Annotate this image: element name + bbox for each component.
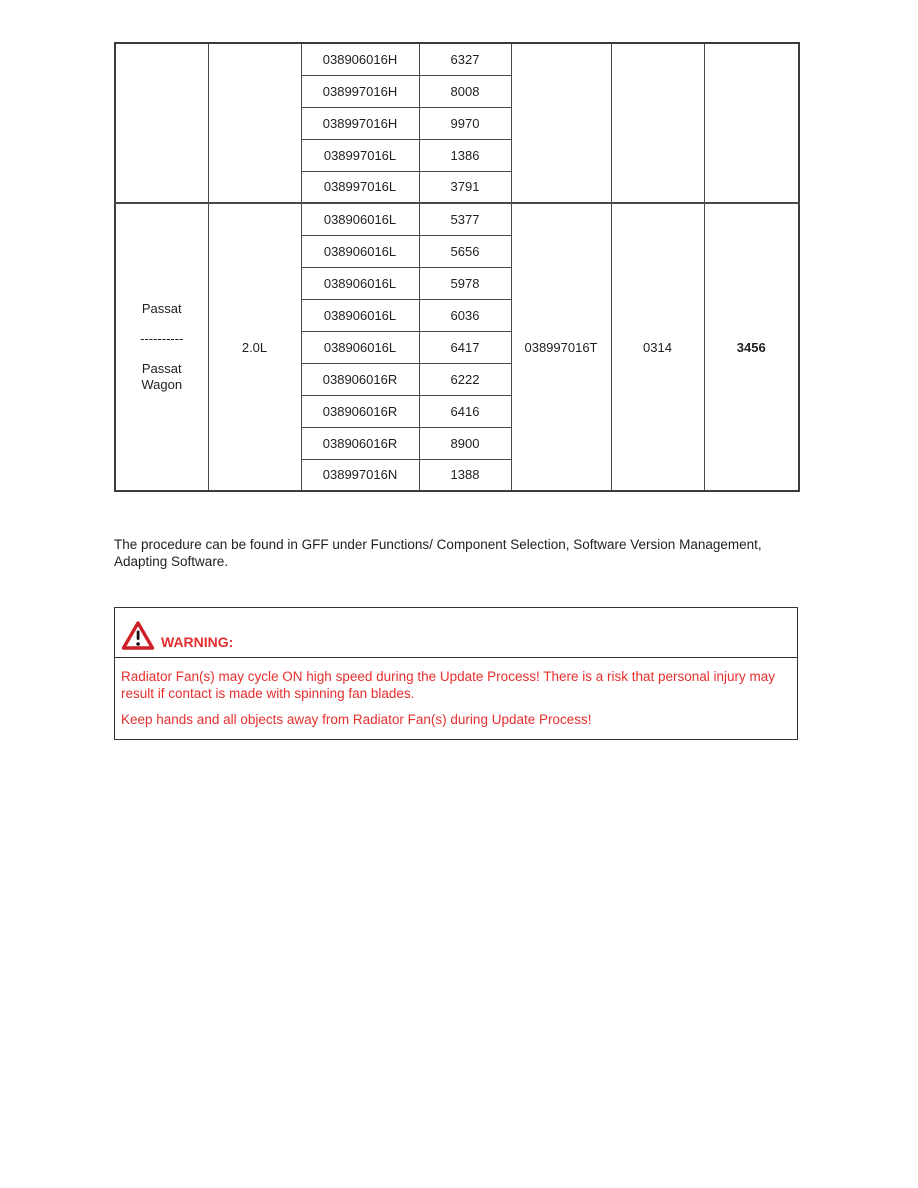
table-row [115,43,799,75]
software-code-cell: 8008 [419,75,511,107]
software-code-cell: 6417 [419,331,511,363]
engine-cell: 2.0L [208,203,301,491]
tp-number-cell: 3456 [704,203,799,491]
part-number-cell: 038997016N [301,459,419,491]
software-code-cell: 5656 [419,235,511,267]
software-level-cell: 0314 [611,203,704,491]
model-name: Passat [141,361,182,376]
software-code-cell: 1386 [419,139,511,171]
new-part-number-cell: 038997016T [511,203,611,491]
part-number-cell: 038906016L [301,203,419,235]
table-row [115,203,799,235]
model-divider-dashes: ---------- [140,331,184,346]
part-number-cell: 038906016L [301,299,419,331]
software-code-cell: 6416 [419,395,511,427]
software-code-cell: 6327 [419,43,511,75]
software-code-cell: 5377 [419,203,511,235]
software-code-cell: 1388 [419,459,511,491]
model-name: Passat [141,301,182,316]
software-level-cell-empty [611,43,704,203]
software-code-cell: 6222 [419,363,511,395]
part-number-cell: 038906016R [301,363,419,395]
part-number-cell: 038906016R [301,427,419,459]
new-part-cell-empty [511,43,611,203]
warning-header [115,608,797,658]
model-cell [115,203,208,491]
warning-triangle-icon [121,620,155,651]
tp-number-cell-empty [704,43,799,203]
model-name: Wagon [141,377,183,392]
software-code-cell: 8900 [419,427,511,459]
warning-box [114,607,798,740]
engine-cell-empty [208,43,301,203]
part-number-cell: 038906016L [301,267,419,299]
software-code-cell: 3791 [419,171,511,203]
part-number-cell: 038906016H [301,43,419,75]
software-code-cell: 5978 [419,267,511,299]
part-number-cell: 038906016L [301,331,419,363]
warning-body [115,658,797,739]
software-code-cell: 9970 [419,107,511,139]
part-number-cell: 038997016H [301,75,419,107]
procedure-note-text: The procedure can be found in GFF under Functions/ Component Selection, Software Version Management, Adapting Software. [114,537,762,569]
part-number-cell: 038906016R [301,395,419,427]
part-number-table [114,42,800,492]
part-number-cell: 038906016L [301,235,419,267]
part-number-cell: 038997016L [301,171,419,203]
warning-title: WARNING: [161,634,234,650]
software-code-cell: 6036 [419,299,511,331]
warning-paragraph: Radiator Fan(s) may cycle ON high speed during the Update Process! There is a risk that personal injury may result if contact is made with spinning fan blades. [121,669,776,701]
part-number-cell: 038997016L [301,139,419,171]
part-number-cell: 038997016H [301,107,419,139]
warning-paragraph: Keep hands and all objects away from Radiator Fan(s) during Update Process! [121,712,592,727]
model-cell-empty [115,43,208,203]
